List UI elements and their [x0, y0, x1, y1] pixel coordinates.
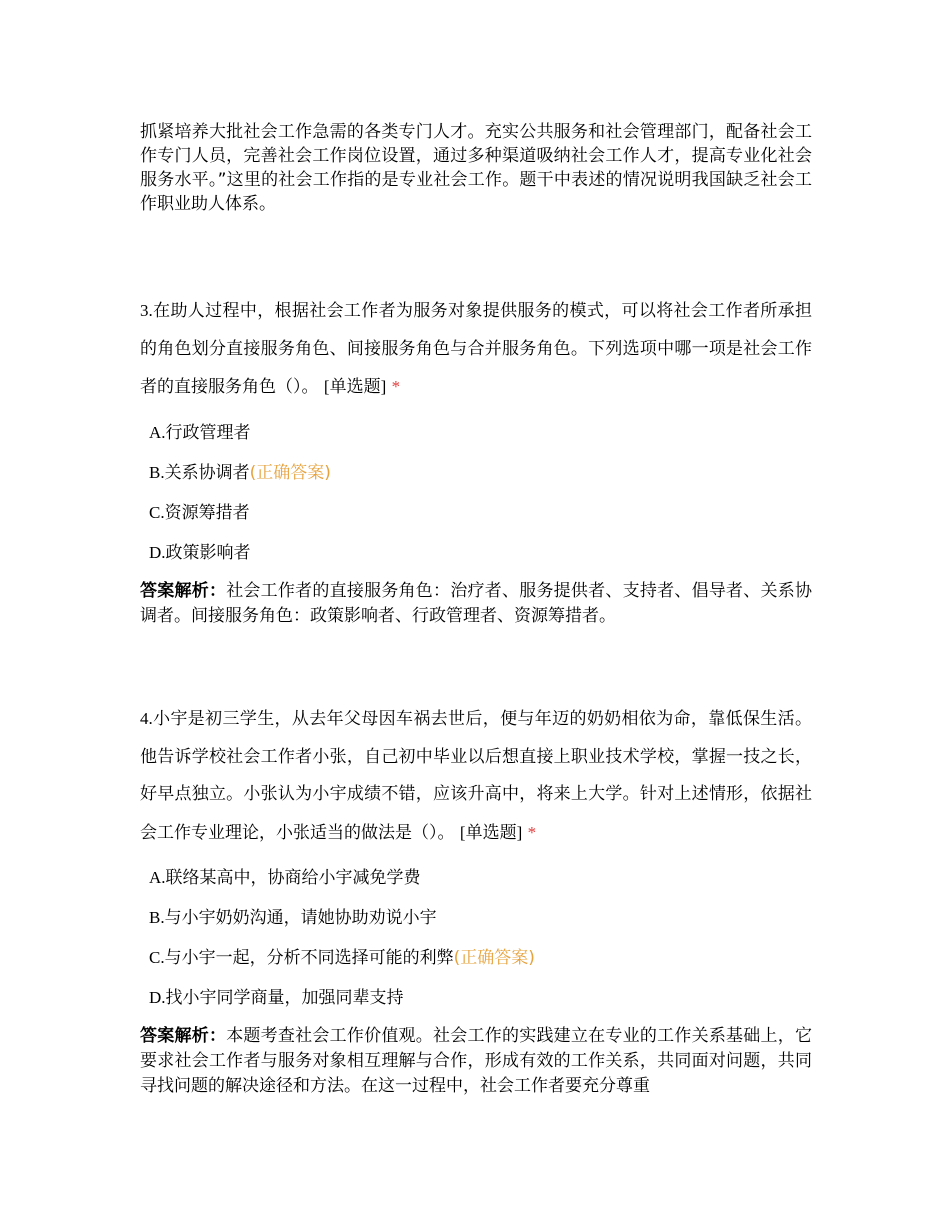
question-number: 3. [140, 301, 153, 320]
option-a[interactable] [140, 858, 812, 898]
option-text: 与小宇一起，分析不同选择可能的利弊 [164, 948, 454, 968]
analysis-label: 答案解析： [140, 1026, 227, 1046]
question-type: [单选题] [323, 377, 387, 396]
option-text: 关系协调者 [164, 462, 250, 483]
answer-analysis [140, 579, 812, 629]
required-marker: * [527, 822, 537, 842]
intro-paragraph: 抓紧培养大批社会工作急需的各类专门人才。充实公共服务和社会管理部门，配备社会工作专门人员，完善社会工作岗位设置，通过多种渠道吸纳社会工作人才，提高专业化社会服务水平。”这里的社会工作指的是专业社会工作。题干中表述的情况说明我国缺乏社会工作职业助人体系。 [140, 122, 812, 214]
analysis-text: 本题考查社会工作价值观。社会工作的实践建立在专业的工作关系基础上，它要求社会工作者与服务对象相互理解与合作，形成有效的工作关系，共同面对问题，共同寻找问题的解决途径和方法。在这一过程中，社会工作者要充分尊重 [140, 1026, 813, 1096]
option-list [140, 413, 812, 573]
option-d[interactable] [140, 533, 812, 573]
option-letter: C. [149, 502, 165, 522]
question-number: 4. [140, 709, 153, 728]
answer-analysis [140, 1024, 812, 1099]
option-text: 政策影响者 [165, 542, 251, 563]
option-letter: D. [149, 542, 166, 562]
correct-answer-tag: (正确答案) [249, 462, 331, 483]
option-text: 找小宇同学商量，加强同辈支持 [165, 988, 404, 1008]
option-letter: A. [149, 868, 166, 887]
required-marker: * [391, 377, 401, 396]
option-d[interactable] [140, 978, 812, 1018]
option-letter: B. [149, 462, 165, 482]
option-c[interactable] [140, 938, 812, 978]
question-title [140, 292, 812, 407]
question-4 [140, 700, 812, 1116]
option-letter: D. [149, 988, 166, 1007]
option-text: 联络某高中，协商给小宇减免学费 [165, 868, 421, 888]
option-list [140, 858, 812, 1018]
analysis-label: 答案解析： [140, 580, 227, 601]
option-a[interactable] [140, 413, 812, 453]
option-b[interactable] [140, 898, 812, 938]
option-text: 资源筹措者 [164, 502, 250, 523]
question-text: 在助人过程中，根据社会工作者为服务对象提供服务的模式，可以将社会工作者所承担的角色划分直接服务角色、间接服务角色与合并服务角色。下列选项中哪一项是社会工作者的直接服务角色（）。 [140, 301, 812, 397]
correct-answer-tag: (正确答案) [453, 948, 535, 968]
option-letter: B. [149, 908, 165, 927]
question-text: 小宇是初三学生，从去年父母因车祸去世后，便与年迈的奶奶相依为命，靠低保生活。他告诉学校社会工作者小张，自己初中毕业以后想直接上职业技术学校，掌握一技之长，好早点独立。小张认为小宇成绩不错，应该升高中，将来上大学。针对上述情形，依据社会工作专业理论，小张适当的做法是（）。 [140, 709, 812, 843]
question-3 [140, 292, 812, 646]
analysis-text: 社会工作者的直接服务角色：治疗者、服务提供者、支持者、倡导者、关系协调者。间接服务角色：政策影响者、行政管理者、资源筹措者。 [140, 580, 813, 626]
option-b[interactable] [140, 453, 812, 493]
question-type: [单选题] [459, 822, 523, 842]
option-c[interactable] [140, 493, 812, 533]
question-title [140, 700, 812, 852]
option-text: 与小宇奶奶沟通，请她协助劝说小宇 [164, 908, 437, 928]
option-letter: C. [149, 948, 165, 967]
option-letter: A. [149, 422, 166, 442]
option-text: 行政管理者 [165, 422, 251, 443]
